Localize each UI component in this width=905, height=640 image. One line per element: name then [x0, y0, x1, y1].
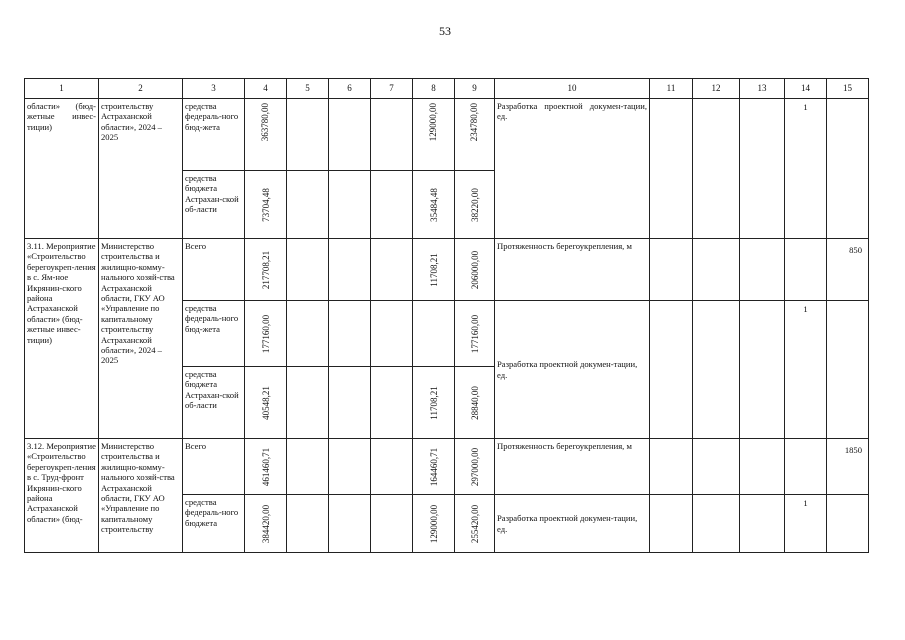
col-header: 4 [245, 79, 287, 99]
empty-cell [287, 367, 329, 439]
amount-value: 363780,00 [259, 103, 270, 142]
amount-value: 255420,00 [469, 504, 480, 543]
amount-value: 217708,21 [260, 250, 271, 289]
table-row [25, 439, 869, 495]
value-cell: 1 [785, 495, 827, 553]
amount-cell [455, 495, 495, 553]
measure-cell: 3.11. Мероприятие «Строительство берегоукреп-ления в с. Ям-ное Икрянин-ского района Астраханской области» (бюд-жетные инвес-тиции) [25, 239, 99, 439]
amount-value: 177160,00 [260, 314, 271, 353]
value-cell: 1 [785, 301, 827, 439]
value-cell: 850 [827, 239, 869, 301]
empty-cell [740, 239, 785, 301]
amount-value: 461460,71 [260, 447, 271, 486]
empty-cell [329, 171, 371, 239]
measure-cell: 3.12. Мероприятие «Строительство берегоукреп-ления в с. Труд-фронт Икрянин-ского района Астраханской области» (бюд- [25, 439, 99, 553]
empty-cell [693, 439, 740, 495]
empty-cell [650, 301, 693, 439]
empty-cell [371, 239, 413, 301]
empty-cell [287, 439, 329, 495]
col-header: 15 [827, 79, 869, 99]
col-header: 9 [455, 79, 495, 99]
amount-value: 35484,48 [428, 187, 439, 222]
empty-cell [329, 301, 371, 367]
amount-cell [245, 495, 287, 553]
amount-value: 164460,71 [428, 447, 439, 486]
page-number: 53 [439, 24, 451, 38]
empty-cell [650, 495, 693, 553]
empty-cell [287, 99, 329, 171]
empty-cell [287, 171, 329, 239]
col-header: 6 [329, 79, 371, 99]
col-header: 12 [693, 79, 740, 99]
col-header: 14 [785, 79, 827, 99]
empty-cell [785, 239, 827, 301]
indicator-cell: Разработка проектной докумен-тации, ед. [495, 301, 650, 439]
amount-value: 73704,48 [260, 187, 271, 222]
amount-cell [413, 171, 455, 239]
amount-value: 206000,00 [469, 250, 480, 289]
amount-cell [455, 239, 495, 301]
amount-value: 11708,21 [428, 385, 439, 420]
amount-cell [413, 99, 455, 171]
indicator-cell: Протяженность берегоукрепления, м [495, 439, 650, 495]
empty-cell [329, 99, 371, 171]
amount-value: 28840,00 [469, 385, 480, 420]
value-cell: 1 [785, 99, 827, 239]
amount-cell [455, 367, 495, 439]
empty-cell [329, 439, 371, 495]
empty-cell [287, 239, 329, 301]
amount-cell [245, 171, 287, 239]
table-row [25, 99, 869, 171]
source-cell: средства федераль-ного бюд-жета [183, 301, 245, 367]
amount-cell [455, 171, 495, 239]
source-cell: средства федераль-ного бюджета [183, 495, 245, 553]
empty-cell [693, 495, 740, 553]
amount-value: 129000,00 [427, 103, 438, 142]
empty-cell [329, 239, 371, 301]
col-header: 2 [99, 79, 183, 99]
empty-cell [371, 99, 413, 171]
amount-value: 40548,21 [260, 385, 271, 420]
executor-cell: Министерство строительства и жилищно-комму-нального хозяй-ства Астраханской области, ГКУ АО «Управление по капитальному строительству Астраханской области», 2024 – 2025 [99, 239, 183, 439]
amount-value: 177160,00 [469, 314, 480, 353]
col-header: 3 [183, 79, 245, 99]
empty-cell [287, 495, 329, 553]
amount-cell [245, 99, 287, 171]
amount-cell [413, 495, 455, 553]
empty-cell [827, 99, 869, 239]
amount-value: 129000,00 [428, 504, 439, 543]
amount-value: 384420,00 [260, 504, 271, 543]
empty-cell [371, 171, 413, 239]
empty-cell [740, 301, 785, 439]
empty-cell [827, 495, 869, 553]
empty-cell [785, 439, 827, 495]
source-cell: средства бюджета Астрахан-ской об-ласти [183, 171, 245, 239]
indicator-cell: Разработка проектной докумен-тации, ед. [495, 99, 650, 239]
empty-cell [371, 439, 413, 495]
amount-cell [245, 439, 287, 495]
col-header: 11 [650, 79, 693, 99]
amount-value: 38220,00 [469, 187, 480, 222]
source-cell: Всего [183, 239, 245, 301]
source-cell: средства бюджета Астрахан-ской об-ласти [183, 367, 245, 439]
executor-cell: строительству Астраханской области», 2024 – 2025 [99, 99, 183, 239]
empty-cell [827, 301, 869, 439]
amount-cell [245, 239, 287, 301]
empty-cell [693, 301, 740, 439]
col-header: 10 [495, 79, 650, 99]
amount-cell [413, 239, 455, 301]
table-row [25, 239, 869, 301]
empty-cell [693, 239, 740, 301]
col-header: 8 [413, 79, 455, 99]
amount-cell [455, 439, 495, 495]
amount-value: 11708,21 [428, 252, 439, 287]
source-cell: средства федераль-ного бюд-жета [183, 99, 245, 171]
empty-cell [740, 99, 785, 239]
empty-cell [740, 495, 785, 553]
col-header: 13 [740, 79, 785, 99]
amount-value: 234780,00 [468, 103, 479, 142]
col-header: 5 [287, 79, 329, 99]
empty-cell [329, 495, 371, 553]
header-row [25, 79, 869, 99]
amount-value: 297000,00 [469, 447, 480, 486]
col-header: 1 [25, 79, 99, 99]
source-cell: Всего [183, 439, 245, 495]
empty-cell [371, 367, 413, 439]
amount-cell [245, 301, 287, 367]
empty-cell [413, 301, 455, 367]
amount-cell [245, 367, 287, 439]
empty-cell [371, 301, 413, 367]
amount-cell [455, 99, 495, 171]
program-table [24, 78, 869, 553]
amount-cell [455, 301, 495, 367]
empty-cell [650, 239, 693, 301]
col-header: 7 [371, 79, 413, 99]
empty-cell [650, 439, 693, 495]
amount-cell [413, 367, 455, 439]
executor-cell: Министерство строительства и жилищно-комму-нального хозяй-ства Астраханской области, ГКУ АО «Управление по капитальному строительству [99, 439, 183, 553]
empty-cell [371, 495, 413, 553]
empty-cell [287, 301, 329, 367]
amount-cell [413, 439, 455, 495]
value-cell: 1850 [827, 439, 869, 495]
indicator-cell: Протяженность берегоукрепления, м [495, 239, 650, 301]
empty-cell [693, 99, 740, 239]
empty-cell [650, 99, 693, 239]
empty-cell [329, 367, 371, 439]
empty-cell [740, 439, 785, 495]
measure-cell: области» (бюд-жетные инвес-тиции) [25, 99, 99, 239]
indicator-cell: Разработка проектной докумен-тации, ед. [495, 495, 650, 553]
